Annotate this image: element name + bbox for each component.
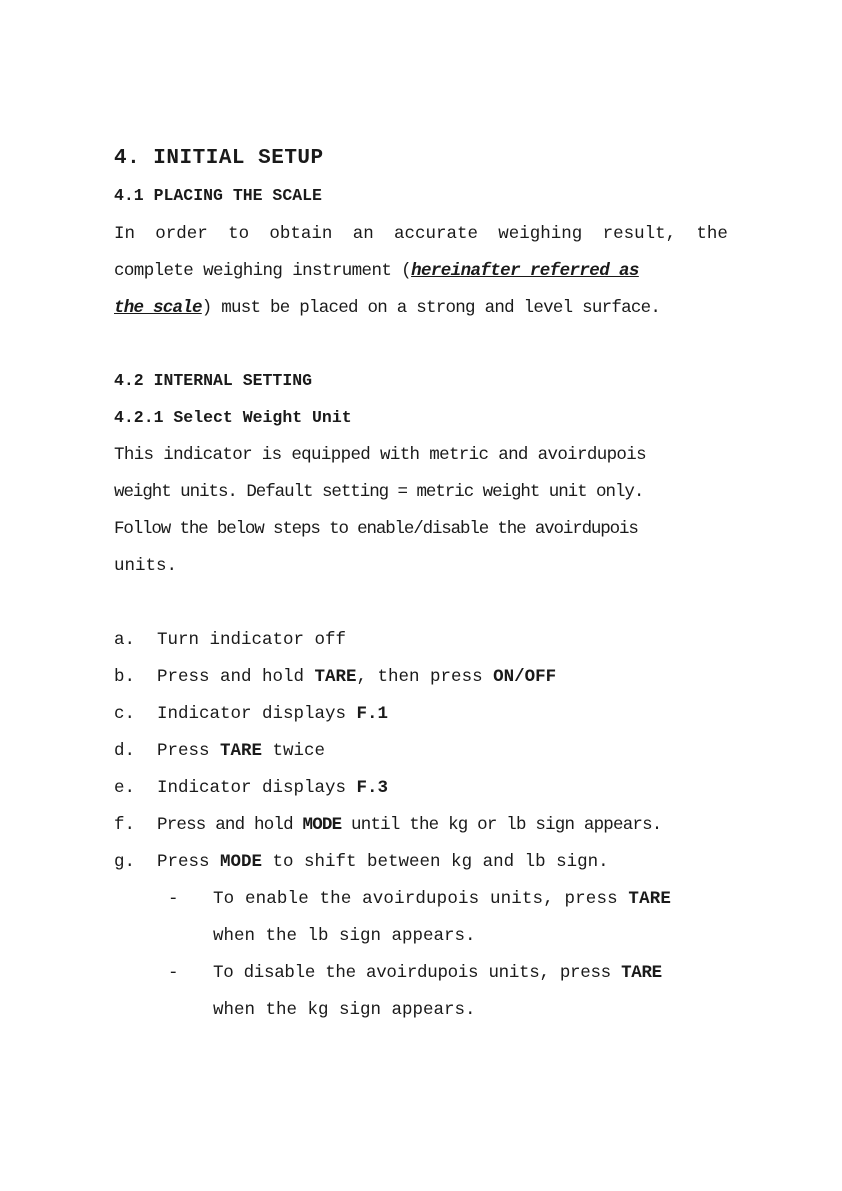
substep-text-part: To enable the avoirdupois units, press <box>213 889 629 909</box>
word: the <box>696 224 728 244</box>
step-text-part: Indicator displays <box>157 778 357 798</box>
substep-text: when the kg sign appears. <box>213 1000 476 1020</box>
internal-paragraph-line-1: This indicator is equipped with metric and avoirdupois <box>114 445 646 465</box>
substep-text-part: To disable the avoirdupois units, press <box>213 963 622 983</box>
step-text-part: , then press <box>356 667 494 687</box>
step-text-part: Indicator displays <box>157 704 357 724</box>
paragraph-text: ) must be placed on a strong and level surface. <box>201 298 661 318</box>
display-code: F.3 <box>356 778 389 798</box>
substep-text: when the lb sign appears. <box>213 926 476 946</box>
placing-paragraph-line-3 <box>114 297 660 319</box>
step-text-part: Press <box>157 741 221 761</box>
word: order <box>155 224 208 244</box>
word: weighing <box>498 224 583 244</box>
list-marker: e. <box>114 778 136 798</box>
key-name: MODE <box>302 815 342 835</box>
step-text <box>157 777 388 799</box>
heading-internal-setting: 4.2 INTERNAL SETTING <box>114 371 313 390</box>
step-text <box>157 666 556 688</box>
paragraph-text: complete weighing instrument ( <box>114 261 412 281</box>
placing-paragraph-line-2 <box>114 260 728 282</box>
step-text-part: to shift between kg and lb sign. <box>262 852 609 872</box>
internal-paragraph-line-3: Follow the below steps to enable/disable the avoirdupois <box>114 519 638 539</box>
word: result, <box>602 224 677 244</box>
list-marker: c. <box>114 704 136 724</box>
step-text <box>157 814 662 836</box>
substep-text <box>213 962 662 984</box>
defined-term: hereinafter referred as <box>411 261 639 281</box>
heading-placing-the-scale: 4.1 PLACING THE SCALE <box>114 186 322 205</box>
key-name: TARE <box>220 741 263 761</box>
internal-paragraph-line-2: weight units. Default setting = metric weight unit only. <box>114 482 644 502</box>
list-marker: f. <box>114 815 136 835</box>
step-text-part: Press and hold <box>157 815 303 835</box>
word: an <box>352 224 374 244</box>
key-name: ON/OFF <box>493 667 557 687</box>
placing-paragraph-line-1 <box>114 223 728 245</box>
key-name: TARE <box>628 889 672 909</box>
word: to <box>228 224 250 244</box>
step-text-part: Press <box>157 852 221 872</box>
list-dash: - <box>168 889 179 909</box>
list-marker: g. <box>114 852 136 872</box>
list-marker: a. <box>114 630 136 650</box>
word: obtain <box>269 224 333 244</box>
step-text <box>157 851 609 873</box>
defined-term-scale: the scale <box>114 298 202 318</box>
list-marker: d. <box>114 741 136 761</box>
key-name: TARE <box>621 963 662 983</box>
step-text: Turn indicator off <box>157 630 347 650</box>
key-name: TARE <box>314 667 357 687</box>
step-text-part: twice <box>262 741 326 761</box>
list-marker: b. <box>114 667 136 687</box>
step-text-part: until the kg or lb sign appears. <box>341 815 662 835</box>
step-text <box>157 703 388 725</box>
list-dash: - <box>168 963 179 983</box>
substep-text <box>213 888 671 910</box>
subheading-select-weight-unit: 4.2.1 Select Weight Unit <box>114 408 352 427</box>
key-name: MODE <box>220 852 263 872</box>
internal-paragraph-line-4: units. <box>114 556 178 576</box>
step-text-part: Press and hold <box>157 667 315 687</box>
word: accurate <box>393 224 478 244</box>
display-code: F.1 <box>356 704 389 724</box>
section-title: 4. INITIAL SETUP <box>114 147 324 170</box>
step-text <box>157 740 325 762</box>
word: In <box>114 224 136 244</box>
